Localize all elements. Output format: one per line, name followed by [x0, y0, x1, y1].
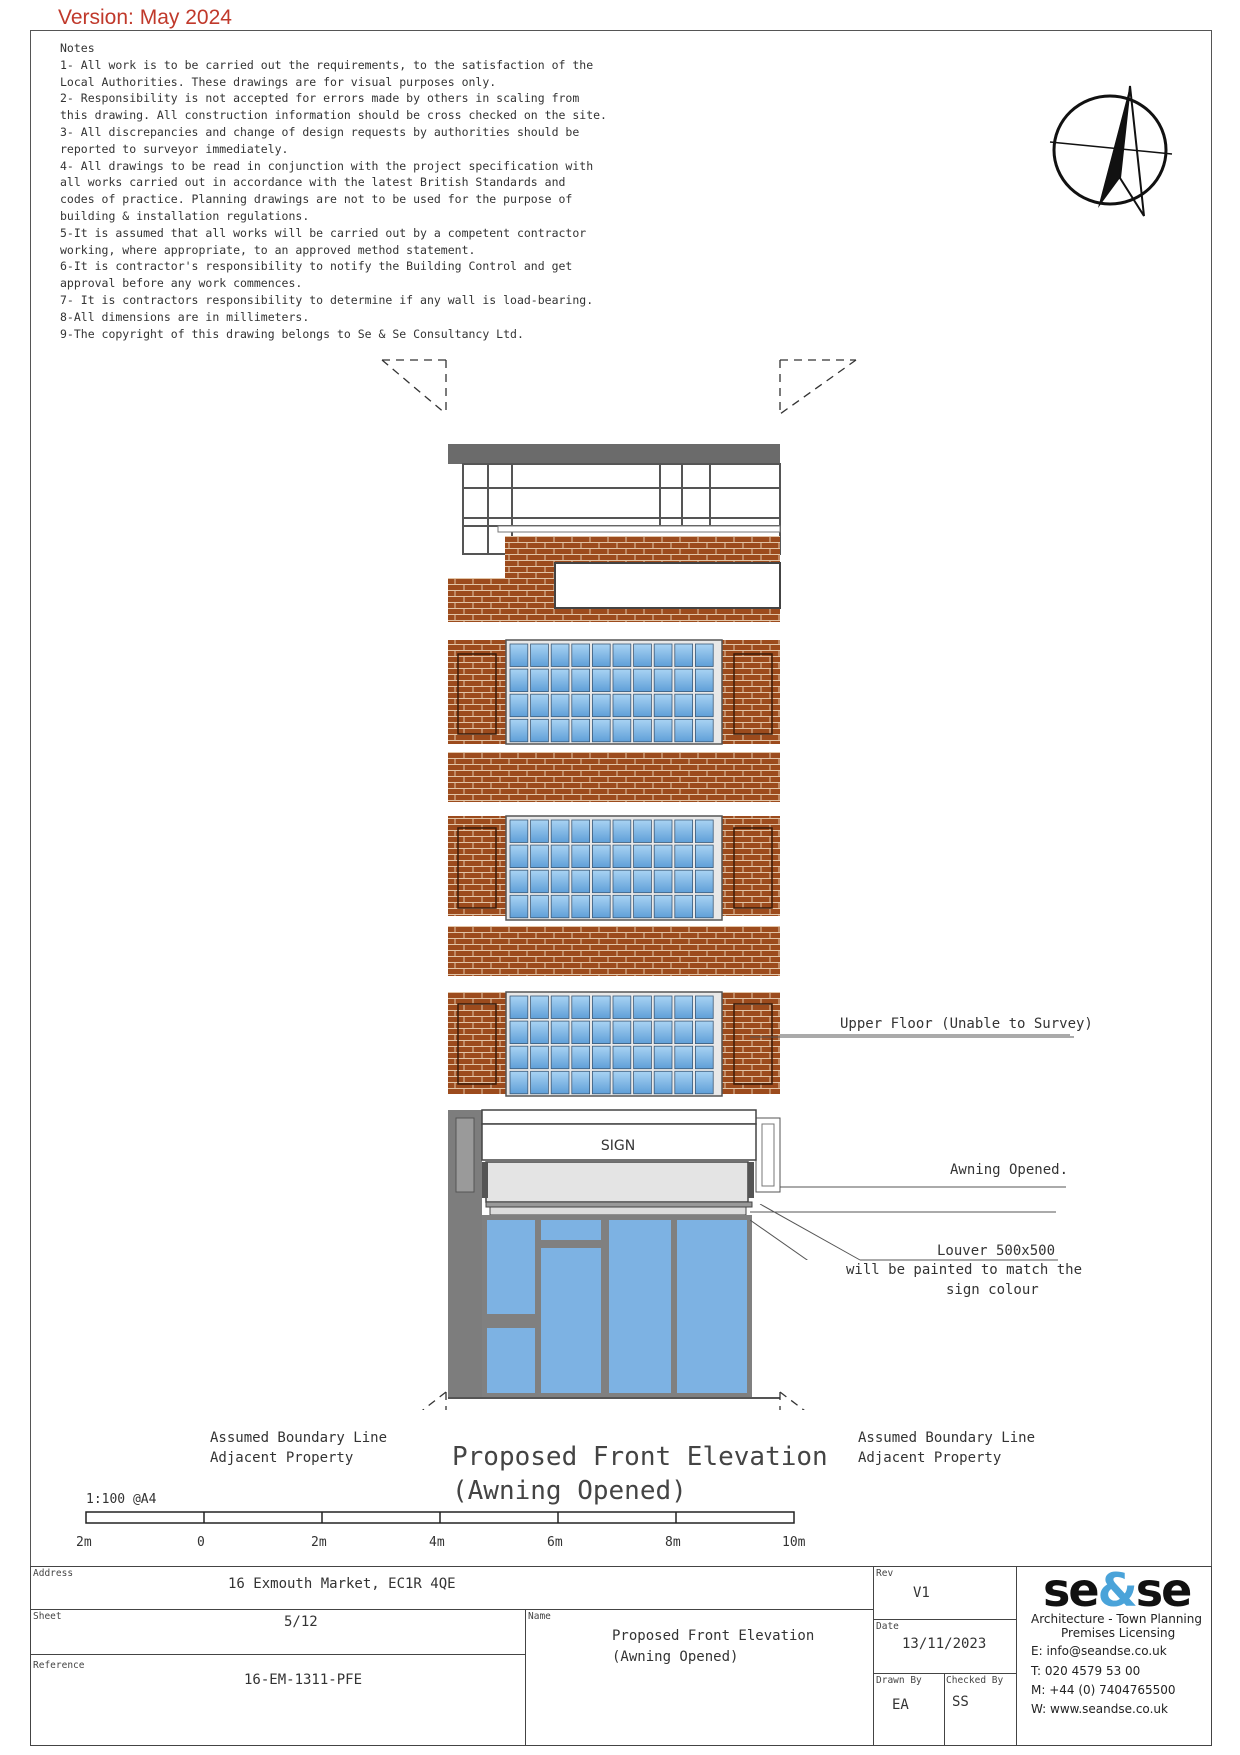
awning: [486, 1162, 748, 1202]
label-adjacent-right: Adjacent Property: [858, 1450, 1002, 1466]
note-line: 1- All work is to be carried out the requirements, to the satisfaction of the: [60, 57, 594, 72]
window-pane: [613, 669, 631, 692]
window-pane: [551, 1071, 569, 1094]
window-pane: [531, 719, 549, 742]
window-pane: [654, 870, 672, 893]
window-pane: [510, 1071, 528, 1094]
name-value-1: Proposed Front Elevation: [612, 1628, 815, 1644]
window-pane: [634, 1021, 652, 1044]
window-pane: [531, 1071, 549, 1094]
fascia-top: [482, 1110, 756, 1124]
company-logo: se&se: [1043, 1563, 1191, 1617]
address-value: 16 Exmouth Market, EC1R 4QE: [228, 1576, 456, 1592]
window-pane: [675, 1021, 693, 1044]
window-pane: [592, 669, 610, 692]
window-pane: [695, 694, 713, 717]
window-pane: [510, 669, 528, 692]
date-value: 13/11/2023: [902, 1636, 987, 1652]
window-pane: [592, 1046, 610, 1069]
drawing-title-line-2: (Awning Opened): [452, 1476, 687, 1506]
drawing-title-line-1: Proposed Front Elevation: [452, 1442, 828, 1472]
window-pane: [695, 1071, 713, 1094]
company-web: W: www.seandse.co.uk: [1031, 1702, 1168, 1716]
version-label: Version: May 2024: [58, 6, 232, 29]
rev-value: V1: [913, 1585, 930, 1601]
checked-value: SS: [952, 1694, 969, 1710]
window-pane: [531, 870, 549, 893]
window-pane: [510, 719, 528, 742]
window-pane: [572, 845, 590, 868]
window-pane: [654, 694, 672, 717]
window-pane: [675, 820, 693, 843]
label-boundary-left: Assumed Boundary Line: [210, 1430, 388, 1446]
window-pane: [510, 820, 528, 843]
label-sign-colour: sign colour: [946, 1282, 1039, 1298]
window-pane: [613, 644, 631, 667]
label-awning: Awning Opened.: [950, 1162, 1069, 1178]
note-line: Local Authorities. These drawings are for visual purposes only.: [60, 74, 497, 89]
window-pane: [675, 845, 693, 868]
window-pane: [613, 996, 631, 1019]
window-pane: [675, 694, 693, 717]
label-louver: Louver 500x500: [937, 1243, 1056, 1259]
window-pane: [654, 669, 672, 692]
window-pane: [613, 1046, 631, 1069]
scale-tick: 0: [197, 1535, 205, 1550]
company-mobile: M: +44 (0) 7404765500: [1031, 1683, 1176, 1697]
scale-bar: [84, 1510, 804, 1530]
window-pane: [634, 719, 652, 742]
window-pane: [551, 694, 569, 717]
window-pane: [531, 845, 549, 868]
window-pane: [551, 895, 569, 918]
window-pane: [510, 694, 528, 717]
window-pane: [695, 1046, 713, 1069]
window-pane: [551, 870, 569, 893]
name-value-2: (Awning Opened): [612, 1649, 739, 1665]
window-pane: [634, 820, 652, 843]
window-pane: [531, 694, 549, 717]
window-pane: [531, 996, 549, 1019]
shopfront: [482, 1215, 752, 1398]
note-line: building & installation regulations.: [60, 208, 310, 223]
boundary-top-right: [780, 360, 856, 414]
window-pane: [695, 669, 713, 692]
window-pane: [592, 719, 610, 742]
window-pane: [675, 719, 693, 742]
note-line: 2- Responsibility is not accepted for errors made by others in scaling from: [60, 91, 580, 106]
window-pane: [572, 719, 590, 742]
drawn-caption: Drawn By: [876, 1675, 922, 1686]
window-pane: [654, 996, 672, 1019]
window-pane: [551, 820, 569, 843]
note-line: reported to surveyor immediately.: [60, 141, 289, 156]
name-caption: Name: [528, 1611, 551, 1622]
company-email: E: info@seandse.co.uk: [1031, 1644, 1167, 1658]
note-line: all works carried out in accordance with the latest British Standards and: [60, 175, 566, 190]
note-line: 3- All discrepancies and change of design requests by authorities should be: [60, 124, 580, 139]
window-pane: [675, 669, 693, 692]
window-pane: [675, 895, 693, 918]
window-pane: [675, 1046, 693, 1069]
window-pane: [634, 644, 652, 667]
reference-value: 16-EM-1311-PFE: [244, 1672, 363, 1688]
roof-parapet: [448, 444, 780, 464]
note-line: 5-It is assumed that all works will be carried out by a competent contractor: [60, 225, 587, 240]
window-pane: [592, 996, 610, 1019]
note-line: 9-The copyright of this drawing belongs to Se & Se Consultancy Ltd.: [60, 326, 524, 341]
window-pane: [634, 845, 652, 868]
window-pane: [531, 669, 549, 692]
tb-reference: [30, 1654, 526, 1746]
checked-caption: Checked By: [946, 1675, 1004, 1686]
window-pane: [634, 1046, 652, 1069]
window-pane: [654, 1071, 672, 1094]
window-pane: [613, 820, 631, 843]
note-line: 8-All dimensions are in millimeters.: [60, 309, 310, 324]
scale-tick: 8m: [665, 1535, 681, 1550]
drawn-value: EA: [892, 1697, 909, 1713]
boundary-bottom-left: [382, 1392, 446, 1410]
label-adjacent-left: Adjacent Property: [210, 1450, 354, 1466]
floor-band-3: [448, 752, 780, 802]
window-pane: [531, 644, 549, 667]
window-pane: [510, 870, 528, 893]
window-pane: [551, 996, 569, 1019]
scale-tick: 2m: [76, 1535, 92, 1550]
window-pane: [551, 644, 569, 667]
window-pane: [695, 1021, 713, 1044]
window-pane: [551, 1021, 569, 1044]
window-pane: [572, 644, 590, 667]
window-pane: [531, 895, 549, 918]
drawing-title: [452, 1440, 828, 1508]
window-pane: [695, 820, 713, 843]
window-pane: [531, 1046, 549, 1069]
window-pane: [613, 694, 631, 717]
note-line: 6-It is contractor's responsibility to notify the Building Control and get: [60, 259, 573, 274]
window-pane: [551, 1046, 569, 1069]
window-pane: [592, 820, 610, 843]
note-line: working, where appropriate, to an approved method statement.: [60, 242, 476, 257]
date-caption: Date: [876, 1621, 899, 1632]
window-pane: [654, 820, 672, 843]
window-pane: [592, 895, 610, 918]
window-pane: [675, 1071, 693, 1094]
window-pane: [572, 996, 590, 1019]
company-tagline: Architecture - Town Planning: [1031, 1612, 1202, 1626]
window-pane: [695, 719, 713, 742]
window-pane: [572, 1021, 590, 1044]
window-pane: [510, 1046, 528, 1069]
window-pane: [675, 644, 693, 667]
address-caption: Address: [33, 1568, 74, 1579]
window-pane: [654, 1021, 672, 1044]
window-pane: [510, 644, 528, 667]
window-pane: [551, 719, 569, 742]
company-phone: T: 020 4579 53 00: [1031, 1664, 1141, 1678]
notes-heading: Notes: [60, 41, 95, 55]
scale-label: 1:100 @A4: [86, 1492, 157, 1507]
window-pane: [675, 870, 693, 893]
window-pane: [634, 694, 652, 717]
window-pane: [531, 1021, 549, 1044]
window-pane: [572, 694, 590, 717]
window-pane: [654, 1046, 672, 1069]
notes-block: [60, 40, 607, 342]
window-pane: [510, 996, 528, 1019]
window-pane: [654, 644, 672, 667]
window-pane: [592, 1021, 610, 1044]
window-pane: [572, 870, 590, 893]
window-pane: [510, 895, 528, 918]
scale-tick: 10m: [782, 1535, 806, 1550]
window-pane: [572, 1046, 590, 1069]
window-pane: [592, 1071, 610, 1094]
window-pane: [634, 895, 652, 918]
window-pane: [551, 669, 569, 692]
window-pane: [510, 1021, 528, 1044]
window-pane: [613, 845, 631, 868]
window-pane: [613, 870, 631, 893]
note-line: 7- It is contractors responsibility to determine if any wall is load-bearing.: [60, 292, 594, 307]
window-pane: [592, 870, 610, 893]
reference-caption: Reference: [33, 1660, 85, 1671]
scale-tick: 4m: [429, 1535, 445, 1550]
scale-tick: 2m: [311, 1535, 327, 1550]
window-pane: [695, 644, 713, 667]
window-pane: [654, 719, 672, 742]
window-pane: [572, 1071, 590, 1094]
window-pane: [613, 719, 631, 742]
note-line: 4- All drawings to be read in conjunction with the project specification with: [60, 158, 594, 173]
upper-windows: [506, 640, 722, 1096]
sheet-value: 5/12: [284, 1614, 318, 1630]
boundary-bottom-right: [780, 1392, 846, 1410]
window-pane: [613, 895, 631, 918]
window-pane: [695, 996, 713, 1019]
window-pane: [613, 1071, 631, 1094]
top-panel: [555, 563, 780, 608]
window-pane: [551, 845, 569, 868]
window-pane: [510, 845, 528, 868]
window-pane: [572, 669, 590, 692]
window-pane: [572, 820, 590, 843]
window-pane: [695, 870, 713, 893]
window-pane: [531, 820, 549, 843]
window-pane: [695, 895, 713, 918]
tb-sheet: [30, 1609, 526, 1655]
label-louver-paint: will be painted to match the: [846, 1262, 1083, 1278]
sign-text: SIGN: [600, 1138, 636, 1154]
window-pane: [592, 845, 610, 868]
window-pane: [634, 996, 652, 1019]
window-pane: [634, 870, 652, 893]
rev-caption: Rev: [876, 1568, 894, 1579]
north-arrow-icon: [1040, 78, 1180, 228]
window-pane: [592, 644, 610, 667]
note-line: this drawing. All construction information should be cross checked on the site.: [60, 108, 607, 123]
note-line: codes of practice. Planning drawings are not to be used for the purpose of: [60, 192, 573, 207]
sheet-caption: Sheet: [33, 1611, 62, 1622]
boundary-top-left: [382, 360, 446, 414]
window-pane: [654, 845, 672, 868]
company-tagline-2: Premises Licensing: [1061, 1626, 1176, 1640]
scale-tick: 6m: [547, 1535, 563, 1550]
label-boundary-right: Assumed Boundary Line: [858, 1430, 1036, 1446]
tb-rev: [873, 1566, 1017, 1620]
window-pane: [675, 996, 693, 1019]
window-pane: [695, 845, 713, 868]
floor-band-2: [448, 926, 780, 976]
window-pane: [613, 1021, 631, 1044]
window-pane: [634, 1071, 652, 1094]
note-line: approval before any work commences.: [60, 276, 303, 291]
window-pane: [592, 694, 610, 717]
label-upper-floor: Upper Floor (Unable to Survey): [840, 1016, 1093, 1032]
window-pane: [654, 895, 672, 918]
window-pane: [572, 895, 590, 918]
window-pane: [634, 669, 652, 692]
